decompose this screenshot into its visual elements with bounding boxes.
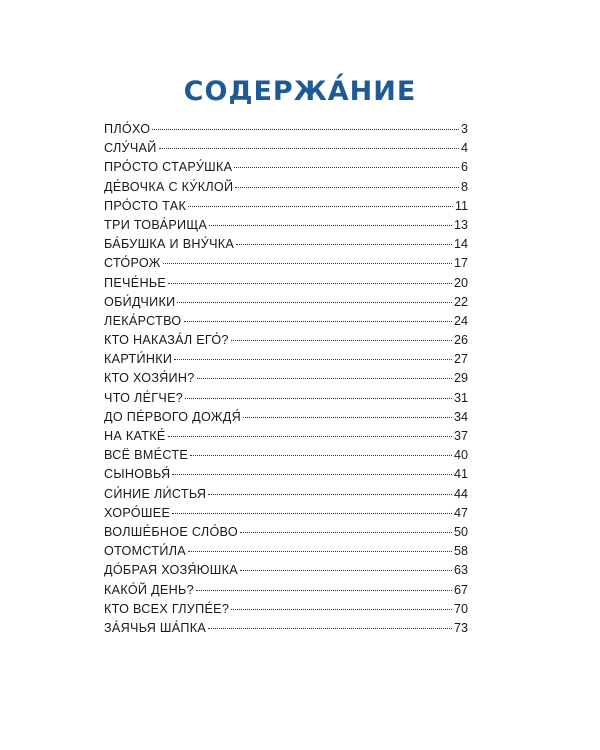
dot-leader xyxy=(152,129,459,130)
toc-entry-page-number: 70 xyxy=(453,601,468,616)
toc-entry-page-number: 58 xyxy=(453,544,468,559)
toc-entry-page-number: 6 xyxy=(460,160,468,175)
toc-entry[interactable] xyxy=(104,448,468,467)
dot-leader xyxy=(240,532,452,533)
toc-entry[interactable] xyxy=(104,621,468,640)
table-of-contents xyxy=(104,122,468,640)
toc-entry[interactable] xyxy=(104,371,468,390)
toc-entry-title: ПЕЧЕ́НЬЕ xyxy=(104,275,167,290)
dot-leader xyxy=(190,455,452,456)
toc-entry-title: ДО́БРАЯ ХОЗЯ́ЮШКА xyxy=(104,563,238,578)
dot-leader xyxy=(196,590,452,591)
toc-entry-page-number: 67 xyxy=(453,582,468,597)
toc-entry[interactable] xyxy=(104,199,468,218)
toc-entry-title: ОТОМСТИ́ЛА xyxy=(104,544,186,559)
toc-entry-title: КАКО́Й ДЕНЬ? xyxy=(104,582,194,597)
toc-entry-page-number: 26 xyxy=(453,333,468,348)
toc-entry[interactable] xyxy=(104,391,468,410)
dot-leader xyxy=(188,206,453,207)
toc-entry[interactable] xyxy=(104,314,468,333)
toc-entry-title: ПРО́СТО СТАРУ́ШКА xyxy=(104,160,233,175)
dot-leader xyxy=(234,167,459,168)
dot-leader xyxy=(208,628,452,629)
dot-leader xyxy=(184,321,452,322)
toc-entry-page-number: 29 xyxy=(453,371,468,386)
page-title: СОДЕРЖА́НИЕ xyxy=(183,76,417,107)
toc-entry-page-number: 14 xyxy=(453,237,468,252)
dot-leader xyxy=(177,302,452,303)
toc-entry-page-number: 20 xyxy=(453,275,468,290)
dot-leader xyxy=(243,417,452,418)
dot-leader xyxy=(240,570,452,571)
toc-entry[interactable] xyxy=(104,467,468,486)
toc-entry-title: БА́БУШКА И ВНУ́ЧКА xyxy=(104,237,235,252)
toc-entry-title: КТО ХОЗЯ́ИН? xyxy=(104,371,195,386)
toc-entry-title: КАРТИ́НКИ xyxy=(104,352,173,367)
dot-leader xyxy=(231,609,452,610)
toc-entry[interactable] xyxy=(104,333,468,352)
toc-entry[interactable] xyxy=(104,563,468,582)
toc-entry[interactable] xyxy=(104,429,468,448)
toc-entry[interactable] xyxy=(104,295,468,314)
toc-entry[interactable] xyxy=(104,237,468,256)
toc-entry-page-number: 40 xyxy=(453,448,468,463)
toc-entry-page-number: 13 xyxy=(453,217,468,232)
toc-entry-page-number: 73 xyxy=(453,620,468,635)
toc-entry-title: ДО ПЕ́РВОГО ДОЖДЯ́ xyxy=(104,409,241,424)
toc-entry[interactable] xyxy=(104,141,468,160)
dot-leader xyxy=(185,398,452,399)
dot-leader xyxy=(168,436,452,437)
toc-entry[interactable] xyxy=(104,160,468,179)
dot-leader xyxy=(159,148,459,149)
toc-entry-title: ПЛО́ХО xyxy=(104,122,151,136)
dot-leader xyxy=(172,474,452,475)
toc-entry[interactable] xyxy=(104,256,468,275)
toc-entry[interactable] xyxy=(104,180,468,199)
dot-leader xyxy=(188,551,452,552)
dot-leader xyxy=(235,187,459,188)
toc-entry-page-number: 17 xyxy=(453,256,468,271)
toc-entry-title: ЧТО ЛЕ́ГЧЕ? xyxy=(104,390,184,405)
toc-entry-title: ВСЁ ВМЕ́СТЕ xyxy=(104,448,189,463)
toc-entry-page-number: 63 xyxy=(453,563,468,578)
toc-entry[interactable] xyxy=(104,276,468,295)
toc-entry-title: СЛУ́ЧАЙ xyxy=(104,141,157,156)
toc-entry-title: НА КАТКЕ́ xyxy=(104,429,166,443)
toc-entry-page-number: 31 xyxy=(453,390,468,405)
toc-entry-title: ПРО́СТО ТАК xyxy=(104,198,187,213)
toc-entry[interactable] xyxy=(104,583,468,602)
dot-leader xyxy=(209,225,452,226)
toc-entry-title: КТО ВСЕХ ГЛУПЕ́Е? xyxy=(104,601,230,616)
toc-entry-page-number: 44 xyxy=(453,486,468,501)
toc-entry-page-number: 3 xyxy=(460,122,468,136)
dot-leader xyxy=(172,513,452,514)
toc-entry-page-number: 41 xyxy=(453,467,468,482)
toc-entry-title: КТО НАКАЗА́Л ЕГО́? xyxy=(104,333,229,348)
toc-entry-page-number: 24 xyxy=(453,313,468,328)
toc-entry-title: СИ́НИЕ ЛИ́СТЬЯ xyxy=(104,486,207,501)
toc-entry[interactable] xyxy=(104,506,468,525)
toc-entry-page-number: 8 xyxy=(460,179,468,194)
toc-entry-page-number: 22 xyxy=(453,294,468,309)
toc-entry-page-number: 27 xyxy=(453,352,468,367)
toc-entry[interactable] xyxy=(104,218,468,237)
toc-entry-page-number: 4 xyxy=(460,141,468,156)
dot-leader xyxy=(208,494,452,495)
toc-entry[interactable] xyxy=(104,487,468,506)
toc-entry-title: ЗА́ЯЧЬЯ ША́ПКА xyxy=(104,620,207,635)
dot-leader xyxy=(231,340,452,341)
dot-leader xyxy=(163,263,452,264)
toc-entry[interactable] xyxy=(104,352,468,371)
toc-entry[interactable] xyxy=(104,602,468,621)
toc-entry-title: ХОРО́ШЕЕ xyxy=(104,505,171,520)
toc-entry-title: ЛЕКА́РСТВО xyxy=(104,313,182,328)
toc-entry-title: ДЕ́ВОЧКА С КУ́КЛОЙ xyxy=(104,179,234,194)
dot-leader xyxy=(236,244,452,245)
dot-leader xyxy=(168,283,452,284)
toc-entry-title: СЫНОВЬЯ́ xyxy=(104,467,171,482)
dot-leader xyxy=(174,359,452,360)
toc-entry[interactable] xyxy=(104,544,468,563)
toc-entry-page-number: 37 xyxy=(453,429,468,443)
toc-entry-title: ВОЛШЕ́БНОЕ СЛО́ВО xyxy=(104,524,238,539)
toc-entry-title: СТО́РОЖ xyxy=(104,256,161,271)
toc-entry-page-number: 34 xyxy=(453,409,468,424)
toc-entry-title: ТРИ ТОВА́РИЩА xyxy=(104,217,208,232)
toc-entry-page-number: 11 xyxy=(454,198,468,213)
dot-leader xyxy=(197,378,452,379)
toc-entry-page-number: 47 xyxy=(453,505,468,520)
toc-entry-title: ОБИ́ДЧИКИ xyxy=(104,294,176,309)
toc-entry[interactable] xyxy=(104,122,468,141)
toc-entry[interactable] xyxy=(104,525,468,544)
toc-entry[interactable] xyxy=(104,410,468,429)
toc-entry-page-number: 50 xyxy=(453,524,468,539)
